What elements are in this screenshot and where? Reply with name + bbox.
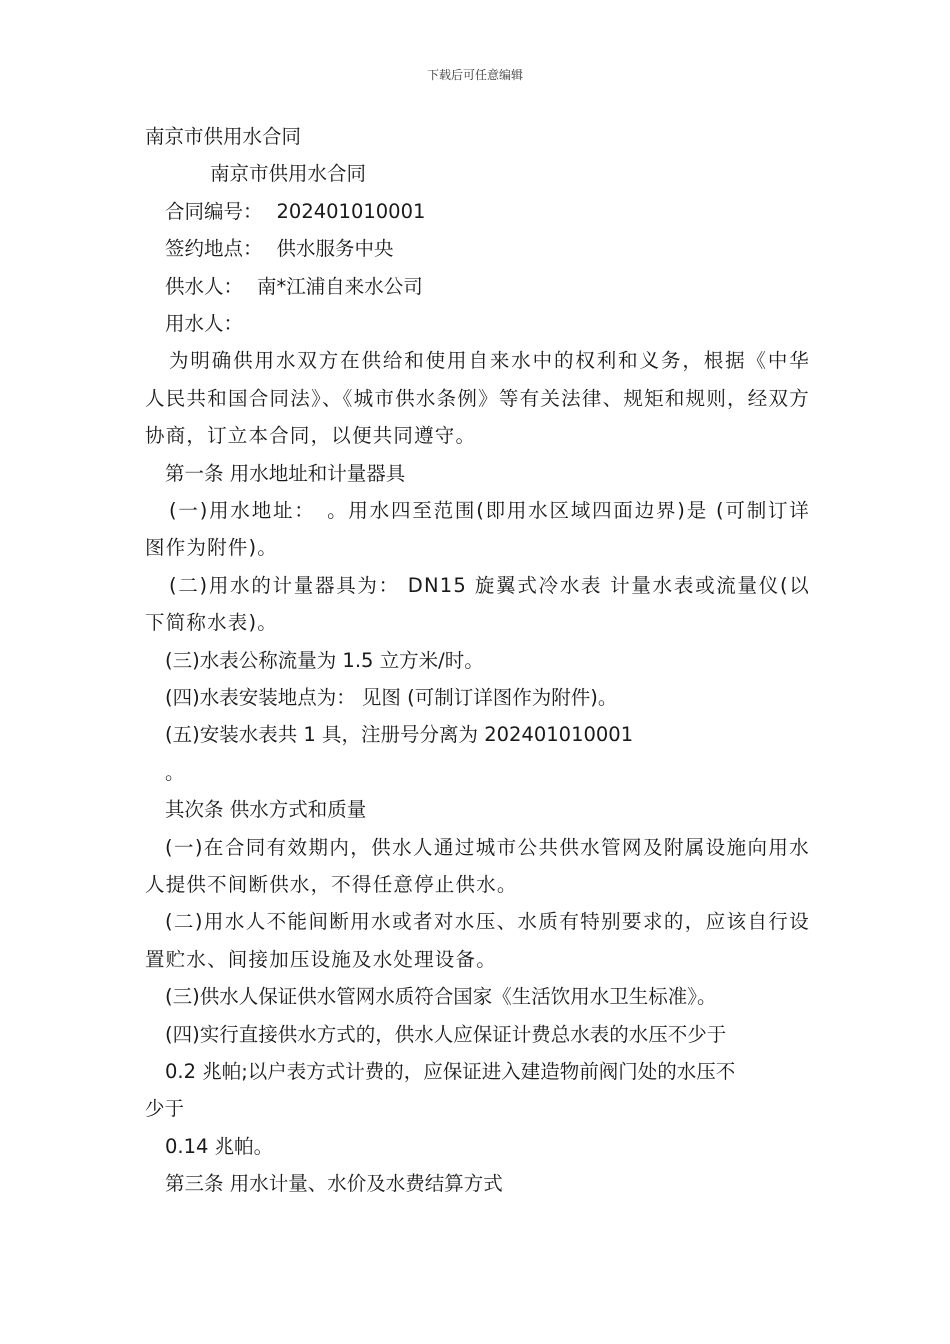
supplier-row bbox=[145, 268, 810, 305]
user-row bbox=[145, 305, 810, 342]
article-2-clause-4-line-4: 0.14 兆帕。 bbox=[165, 1134, 274, 1158]
preamble-paragraph: 为明确供用水双方在供给和使用自来水中的权利和义务，根据《中华人民共和国合同法》、《城市供水条例》等有关法律、规矩和规则，经双方协商，订立本合同，以便共同遵守。 bbox=[145, 349, 810, 448]
article-1-clause-2: (二)用水的计量器具为： DN15 旋翼式冷水表 计量水表或流量仪(以下简称水表)。 bbox=[145, 573, 810, 635]
supplier-label: 供水人： bbox=[165, 274, 244, 298]
user-label: 用水人： bbox=[165, 311, 244, 335]
article-1-clause-5-end: 。 bbox=[165, 760, 185, 784]
supplier-value: 南*江浦自来水公司 bbox=[257, 274, 423, 298]
article-1-clause-4: (四)水表安装地点为： 见图 (可制订详图作为附件)。 bbox=[165, 685, 618, 709]
article-2-title: 其次条 供水方式和质量 bbox=[165, 798, 367, 822]
contract-number-label: 合同编号： bbox=[165, 199, 263, 223]
article-1-title: 第一条 用水地址和计量器具 bbox=[165, 461, 406, 485]
document-body bbox=[145, 118, 810, 1203]
article-1-clause-5: (五)安装水表共 1 具，注册号分离为 202401010001 bbox=[165, 723, 634, 747]
document-subtitle: 南京市供用水合同 bbox=[210, 162, 367, 186]
page-header-note: 下载后可任意编辑 bbox=[426, 68, 523, 82]
sign-place-label: 签约地点： bbox=[165, 237, 263, 261]
article-2-clause-4-line-1: (四)实行直接供水方式的，供水人应保证计费总水表的水压不少于 bbox=[165, 1022, 727, 1046]
article-2-clause-4-line-2: 0.2 兆帕;以户表方式计费的，应保证进入建造物前阀门处的水压不 bbox=[165, 1059, 736, 1083]
document-title: 南京市供用水合同 bbox=[145, 125, 302, 148]
contract-number-row bbox=[145, 193, 810, 230]
article-2-clause-3: (三)供水人保证供水管网水质符合国家《生活饮用水卫生标准》。 bbox=[165, 985, 717, 1009]
article-2-clause-4-line-3: 少于 bbox=[145, 1097, 185, 1121]
contract-number-value: 202401010001 bbox=[276, 199, 426, 223]
article-2-clause-1: (一)在合同有效期内，供水人通过城市公共供水管网及附属设施向用水人提供不间断供水，不得任意停止供水。 bbox=[145, 835, 810, 896]
article-1-clause-1: (一)用水地址： 。用水四至范围(即用水区域四面边界)是 (可制订详图作为附件)。 bbox=[145, 498, 810, 560]
sign-place-row bbox=[145, 230, 810, 267]
article-1-clause-3: (三)水表公称流量为 1.5 立方米/时。 bbox=[165, 648, 484, 672]
article-3-title: 第三条 用水计量、水价及水费结算方式 bbox=[165, 1172, 503, 1196]
article-2-clause-2: (二)用水人不能间断用水或者对水压、水质有特别要求的，应该自行设置贮水、间接加压设施及水处理设备。 bbox=[145, 910, 810, 971]
sign-place-value: 供水服务中央 bbox=[276, 237, 394, 261]
